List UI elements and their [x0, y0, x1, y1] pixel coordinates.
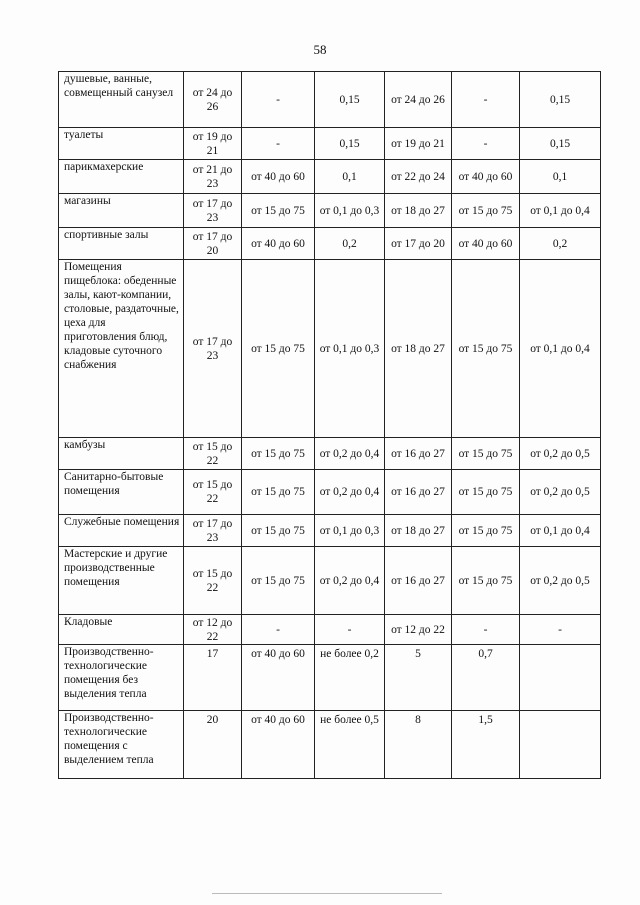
value-cell-5: -: [452, 128, 520, 160]
value-cell-1: от 17 до 23: [184, 515, 242, 547]
table-body: [59, 72, 601, 779]
value-cell-4: 8: [385, 711, 452, 779]
table-row: [59, 160, 601, 194]
value-cell-5: 0,7: [452, 645, 520, 711]
value-cell-4: от 24 до 26: [385, 72, 452, 128]
value-cell-4: от 18 до 27: [385, 260, 452, 438]
value-cell-1: от 17 до 23: [184, 260, 242, 438]
value-cell-1: 17: [184, 645, 242, 711]
value-cell-3: не более 0,5: [315, 711, 385, 779]
room-name-cell: магазины: [59, 194, 184, 228]
table-row: [59, 615, 601, 645]
value-cell-1: от 15 до 22: [184, 547, 242, 615]
footer-rule: [212, 893, 442, 894]
value-cell-5: от 15 до 75: [452, 194, 520, 228]
value-cell-4: от 18 до 27: [385, 194, 452, 228]
value-cell-2: -: [242, 128, 315, 160]
value-cell-5: 1,5: [452, 711, 520, 779]
value-cell-3: от 0,2 до 0,4: [315, 438, 385, 470]
value-cell-4: от 17 до 20: [385, 228, 452, 260]
value-cell-2: от 15 до 75: [242, 470, 315, 515]
value-cell-6: 0,15: [520, 72, 601, 128]
table-row: [59, 515, 601, 547]
value-cell-6: 0,2: [520, 228, 601, 260]
value-cell-5: от 15 до 75: [452, 547, 520, 615]
value-cell-4: от 16 до 27: [385, 470, 452, 515]
value-cell-3: 0,1: [315, 160, 385, 194]
table-row: [59, 228, 601, 260]
value-cell-3: 0,2: [315, 228, 385, 260]
room-name-cell: парикмахерские: [59, 160, 184, 194]
value-cell-6: от 0,1 до 0,4: [520, 260, 601, 438]
value-cell-6: от 0,1 до 0,4: [520, 194, 601, 228]
value-cell-2: от 40 до 60: [242, 228, 315, 260]
value-cell-3: не более 0,2: [315, 645, 385, 711]
value-cell-6: 0,15: [520, 128, 601, 160]
value-cell-4: от 12 до 22: [385, 615, 452, 645]
value-cell-4: от 16 до 27: [385, 438, 452, 470]
table-row: [59, 194, 601, 228]
table-row: [59, 438, 601, 470]
value-cell-2: от 15 до 75: [242, 438, 315, 470]
value-cell-5: от 40 до 60: [452, 228, 520, 260]
value-cell-1: от 15 до 22: [184, 470, 242, 515]
table-row: [59, 645, 601, 711]
value-cell-3: 0,15: [315, 72, 385, 128]
room-name-cell: Мастерские и другие производственные помещения: [59, 547, 184, 615]
value-cell-2: -: [242, 72, 315, 128]
value-cell-2: от 40 до 60: [242, 160, 315, 194]
value-cell-2: от 15 до 75: [242, 515, 315, 547]
value-cell-3: от 0,2 до 0,4: [315, 547, 385, 615]
value-cell-1: от 19 до 21: [184, 128, 242, 160]
value-cell-5: от 40 до 60: [452, 160, 520, 194]
value-cell-1: от 21 до 23: [184, 160, 242, 194]
table-row: [59, 260, 601, 438]
room-name-cell: туалеты: [59, 128, 184, 160]
value-cell-5: -: [452, 615, 520, 645]
value-cell-3: от 0,1 до 0,3: [315, 515, 385, 547]
table-row: [59, 72, 601, 128]
value-cell-4: 5: [385, 645, 452, 711]
value-cell-1: от 15 до 22: [184, 438, 242, 470]
room-name-cell: Помещения пищеблока: обеденные залы, кают-компании, столовые, раздаточные, цеха для приготовления блюд, кладовые суточного снабжения: [59, 260, 184, 438]
room-name-cell: Кладовые: [59, 615, 184, 645]
value-cell-4: от 16 до 27: [385, 547, 452, 615]
value-cell-6: -: [520, 615, 601, 645]
value-cell-5: от 15 до 75: [452, 470, 520, 515]
room-name-cell: Служебные помещения: [59, 515, 184, 547]
value-cell-1: от 17 до 23: [184, 194, 242, 228]
value-cell-6: [520, 645, 601, 711]
value-cell-6: от 0,1 до 0,4: [520, 515, 601, 547]
value-cell-3: -: [315, 615, 385, 645]
table-row: [59, 128, 601, 160]
value-cell-4: от 18 до 27: [385, 515, 452, 547]
value-cell-1: от 12 до 22: [184, 615, 242, 645]
value-cell-6: [520, 711, 601, 779]
page-number: 58: [313, 42, 327, 57]
value-cell-6: от 0,2 до 0,5: [520, 547, 601, 615]
value-cell-1: от 24 до 26: [184, 72, 242, 128]
room-name-cell: Производственно-технологические помещения с выделением тепла: [59, 711, 184, 779]
value-cell-6: от 0,2 до 0,5: [520, 470, 601, 515]
norms-table: [58, 71, 601, 779]
room-name-cell: душевые, ванные, совмещенный санузел: [59, 72, 184, 128]
value-cell-2: от 15 до 75: [242, 194, 315, 228]
value-cell-2: от 40 до 60: [242, 711, 315, 779]
value-cell-3: от 0,2 до 0,4: [315, 470, 385, 515]
value-cell-5: от 15 до 75: [452, 515, 520, 547]
room-name-cell: Производственно-технологические помещения без выделения тепла: [59, 645, 184, 711]
value-cell-5: от 15 до 75: [452, 260, 520, 438]
value-cell-6: от 0,2 до 0,5: [520, 438, 601, 470]
room-name-cell: Санитарно-бытовые помещения: [59, 470, 184, 515]
room-name-cell: спортивные залы: [59, 228, 184, 260]
value-cell-3: от 0,1 до 0,3: [315, 194, 385, 228]
value-cell-6: 0,1: [520, 160, 601, 194]
value-cell-1: 20: [184, 711, 242, 779]
value-cell-3: от 0,1 до 0,3: [315, 260, 385, 438]
value-cell-4: от 19 до 21: [385, 128, 452, 160]
table-row: [59, 711, 601, 779]
room-name-cell: камбузы: [59, 438, 184, 470]
value-cell-2: -: [242, 615, 315, 645]
value-cell-5: от 15 до 75: [452, 438, 520, 470]
value-cell-4: от 22 до 24: [385, 160, 452, 194]
value-cell-5: -: [452, 72, 520, 128]
table-row: [59, 547, 601, 615]
value-cell-1: от 17 до 20: [184, 228, 242, 260]
value-cell-2: от 15 до 75: [242, 547, 315, 615]
value-cell-2: от 15 до 75: [242, 260, 315, 438]
value-cell-3: 0,15: [315, 128, 385, 160]
value-cell-2: от 40 до 60: [242, 645, 315, 711]
table-row: [59, 470, 601, 515]
